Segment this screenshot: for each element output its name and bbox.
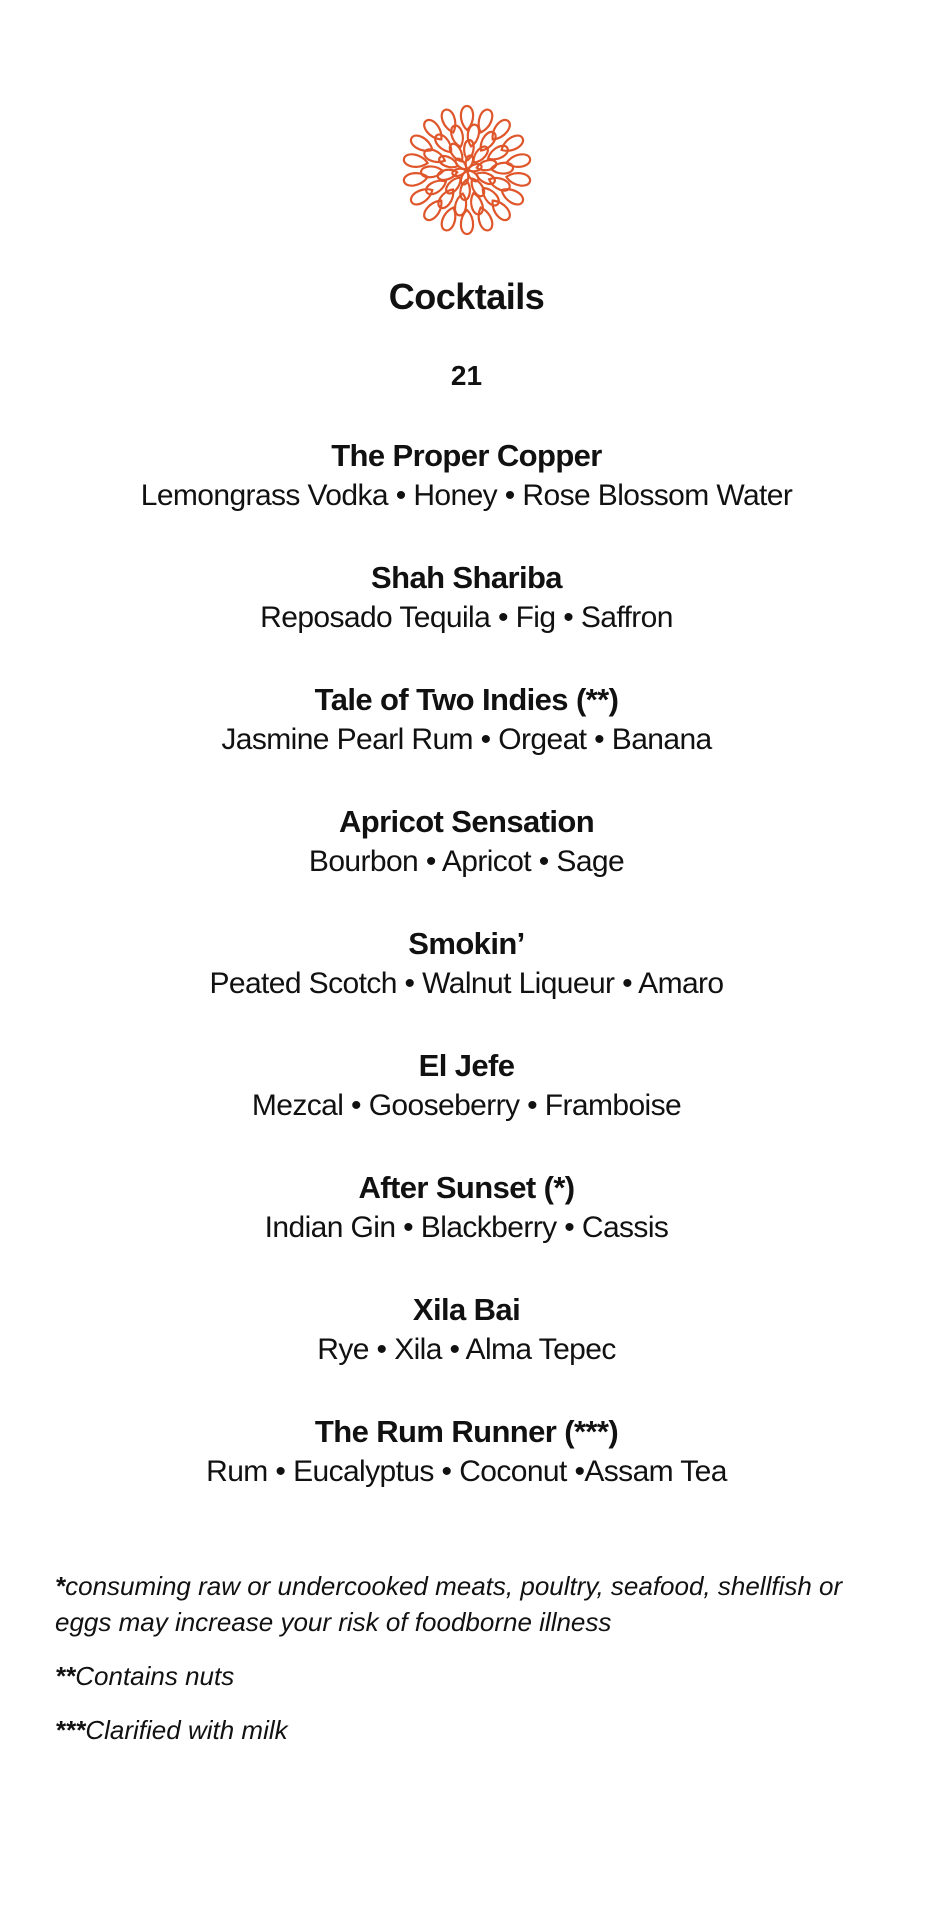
cocktail-ingredients: Rye • Xila • Alma Tepec [317,1333,616,1366]
footnote-marker: ** [55,1661,76,1691]
cocktail-name: The Rum Runner (***) [314,1414,619,1449]
cocktail-name: After Sunset (*) [358,1170,575,1205]
footnote-raw-food [55,1568,895,1640]
cocktail-item [0,1046,933,1168]
cocktail-item [0,436,933,558]
cocktail-ingredients: Rum • Eucalyptus • Coconut •Assam Tea [206,1455,727,1488]
cocktail-ingredients: Reposado Tequila • Fig • Saffron [260,601,673,634]
cocktail-item [0,1412,933,1534]
footnote-text: consuming raw or undercooked meats, poultry, seafood, shellfish or eggs may increase your risk of foodborne illness [55,1571,843,1637]
cocktail-ingredients: Indian Gin • Blackberry • Cassis [264,1211,669,1244]
menu-title: Cocktails [388,276,545,317]
cocktail-item [0,1290,933,1412]
cocktail-item [0,924,933,1046]
flower-logo-icon [397,100,537,240]
cocktail-name: Smokin’ [408,926,525,961]
logo [0,100,933,240]
footnotes [55,1568,895,1766]
cocktail-item [0,680,933,802]
footnote-marker: * [55,1571,66,1601]
cocktail-ingredients: Lemongrass Vodka • Honey • Rose Blossom Water [140,479,793,512]
cocktail-list [0,436,933,1534]
cocktail-name: El Jefe [418,1048,515,1083]
footnote-milk [55,1712,895,1748]
cocktail-name: Shah Shariba [371,560,562,595]
menu-price: 21 [450,360,483,391]
cocktail-ingredients: Mezcal • Gooseberry • Framboise [251,1089,682,1122]
cocktail-name: The Proper Copper [331,438,602,473]
cocktail-item [0,558,933,680]
footnote-text: Clarified with milk [85,1715,288,1745]
cocktail-name: Apricot Sensation [338,804,595,839]
cocktail-name: Tale of Two Indies (**) [314,682,619,717]
cocktail-ingredients: Bourbon • Apricot • Sage [308,845,625,878]
footnote-marker: *** [55,1715,86,1745]
cocktail-item [0,802,933,924]
cocktail-name: Xila Bai [412,1292,521,1327]
cocktail-item [0,1168,933,1290]
footnote-text: Contains nuts [75,1661,235,1691]
footnote-nuts [55,1658,895,1694]
cocktail-ingredients: Peated Scotch • Walnut Liqueur • Amaro [209,967,724,1000]
cocktail-ingredients: Jasmine Pearl Rum • Orgeat • Banana [221,723,712,756]
